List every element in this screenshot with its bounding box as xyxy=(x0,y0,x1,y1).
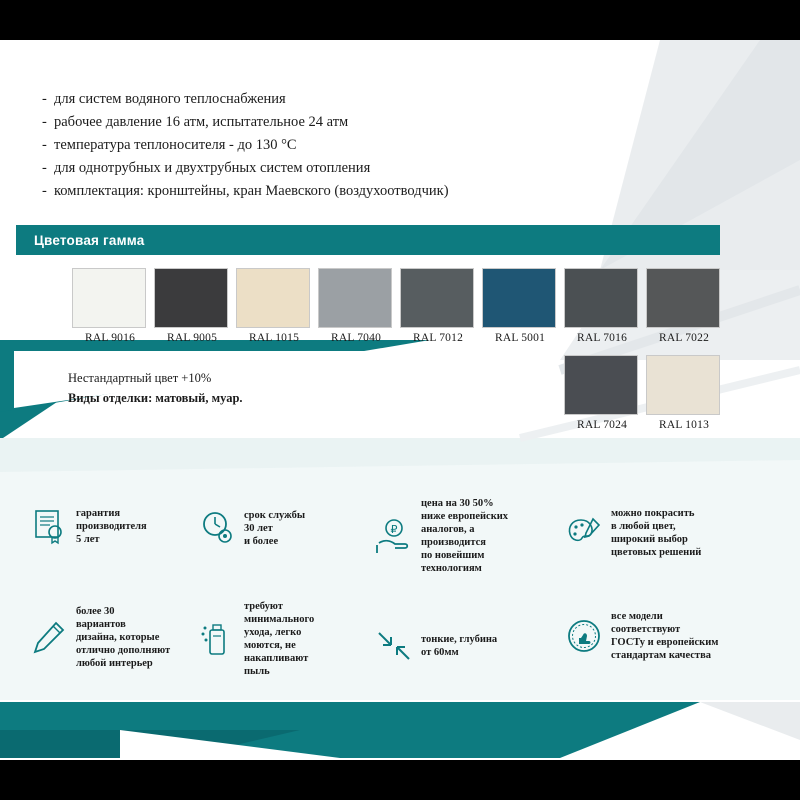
swatch-label: RAL 7012 xyxy=(412,332,464,344)
swatch-chip xyxy=(482,268,556,328)
swatch-label: RAL 1013 xyxy=(658,419,710,431)
feature-line: пыль xyxy=(244,666,270,677)
feature-depth-text xyxy=(421,633,497,659)
color-gamma-title: Цветовая гамма xyxy=(34,232,145,248)
feature-line: все модели xyxy=(611,611,663,622)
quality-thumb-icon xyxy=(563,615,605,657)
feature-line: стандартам качества xyxy=(611,650,711,661)
pencil-design-icon xyxy=(28,617,70,659)
feature-line: ухода, легко xyxy=(244,627,302,638)
swatch-chip xyxy=(646,268,720,328)
swatch-ral-1015 xyxy=(236,268,312,344)
feature-line: от 60мм xyxy=(421,647,459,658)
bullet-dash: - xyxy=(42,137,47,153)
note-nonstandard-color: Нестандартный цвет +10% xyxy=(68,371,212,385)
feature-depth xyxy=(373,625,497,667)
feature-design-text xyxy=(76,605,170,670)
spec-text: комплектация: кронштейны, кран Маевского (воздухоотводчик) xyxy=(54,183,449,199)
feature-quality xyxy=(563,610,718,662)
spec-item xyxy=(42,111,642,134)
feature-line: и более xyxy=(244,535,279,547)
feature-line: технологиям xyxy=(421,563,482,574)
swatch-ral-7024 xyxy=(564,355,640,431)
swatch-label: RAL 5001 xyxy=(494,332,546,344)
feature-quality-text xyxy=(611,610,718,662)
feature-line: минимального xyxy=(244,614,315,625)
spec-item xyxy=(42,134,642,157)
swatch-chip xyxy=(72,268,146,328)
feature-line: 30 лет xyxy=(244,522,273,534)
feature-maintenance-text xyxy=(244,600,314,678)
spec-item xyxy=(42,157,642,180)
swatch-ral-7040 xyxy=(318,268,394,344)
bullet-dash: - xyxy=(42,183,47,199)
swatch-label: RAL 7022 xyxy=(658,332,710,344)
spec-text: рабочее давление 16 атм, испытательное 24 атм xyxy=(54,114,349,130)
clock-gear-icon xyxy=(196,507,238,549)
arrows-depth-icon xyxy=(373,625,415,667)
feature-maintenance xyxy=(196,600,314,678)
feature-line: по новейшим xyxy=(421,550,485,561)
swatch-chip xyxy=(236,268,310,328)
bullet-dash: - xyxy=(42,114,47,130)
feature-line: соответствуют xyxy=(611,624,681,635)
feature-paint xyxy=(563,507,701,559)
feature-line: производителя xyxy=(76,520,147,532)
feature-line: любой интерьер xyxy=(76,658,153,669)
swatch-ral-7022 xyxy=(646,268,722,344)
color-gamma-banner xyxy=(16,225,720,255)
swatch-chip xyxy=(400,268,474,328)
feature-price-text xyxy=(421,497,508,575)
swatch-label: RAL 1015 xyxy=(248,332,300,344)
feature-line: ГОСТу и европейским xyxy=(611,637,719,648)
feature-warranty xyxy=(28,505,147,547)
feature-paint-text xyxy=(611,507,701,559)
feature-line: требуют xyxy=(244,601,283,612)
swatch-ral-5001 xyxy=(482,268,558,344)
swatch-label: RAL 7040 xyxy=(330,332,382,344)
spray-clean-icon xyxy=(196,618,238,660)
feature-line: накапливают xyxy=(244,653,309,664)
feature-line: дизайна, которые xyxy=(76,632,160,643)
feature-design xyxy=(28,605,170,670)
swatch-ral-9016 xyxy=(72,268,148,344)
swatch-chip xyxy=(564,355,638,415)
feature-line: тонкие, глубина xyxy=(421,634,498,645)
feature-service-life-text xyxy=(244,509,305,548)
svg-text:₽: ₽ xyxy=(390,524,398,536)
palette-brush-icon xyxy=(563,512,605,554)
swatch-ral-7016 xyxy=(564,268,640,344)
bullet-dash: - xyxy=(42,91,47,107)
feature-price xyxy=(373,497,508,575)
swatch-label: RAL 7016 xyxy=(576,332,628,344)
spec-item xyxy=(42,88,642,111)
spec-text: температура теплоносителя - до 130 °C xyxy=(54,137,297,153)
spec-text: для однотрубных и двухтрубных систем отопления xyxy=(54,160,371,176)
swatch-chip xyxy=(646,355,720,415)
feature-line: в любой цвет, xyxy=(611,521,676,532)
feature-line: моются, не xyxy=(244,640,296,651)
swatch-ral-9005 xyxy=(154,268,230,344)
feature-line: 5 лет xyxy=(76,533,100,545)
feature-line: ниже европейских xyxy=(421,511,509,522)
feature-line: гарантия xyxy=(76,507,121,519)
certificate-icon xyxy=(28,505,70,547)
swatch-label: RAL 9016 xyxy=(84,332,136,344)
feature-line: аналогов, а xyxy=(421,524,475,535)
bullet-dash: - xyxy=(42,160,47,176)
feature-line: более 30 xyxy=(76,606,115,617)
feature-line: широкий выбор xyxy=(611,534,688,545)
feature-line: можно покрасить xyxy=(611,508,695,519)
swatch-label: RAL 9005 xyxy=(166,332,218,344)
swatch-chip xyxy=(318,268,392,328)
note-finish-types: Виды отделки: матовый, муар. xyxy=(68,391,243,405)
swatch-ral-7012 xyxy=(400,268,476,344)
feature-line: отлично дополняют xyxy=(76,645,171,656)
feature-line: цветовых решений xyxy=(611,547,702,558)
poster-sheet xyxy=(0,40,800,760)
swatch-label: RAL 7024 xyxy=(576,419,628,431)
spec-text: для систем водяного теплоснабжения xyxy=(54,91,286,107)
feature-service-life xyxy=(196,507,305,549)
feature-line: цена на 30 50% xyxy=(421,498,494,509)
feature-line: производится xyxy=(421,537,486,548)
swatch-ral-1013 xyxy=(646,355,722,431)
color-notes xyxy=(68,369,243,407)
spec-item xyxy=(42,180,642,203)
hand-price-icon xyxy=(373,515,415,557)
swatch-chip xyxy=(564,268,638,328)
feature-warranty-text xyxy=(76,507,147,546)
feature-line: срок службы xyxy=(244,509,306,521)
spec-list xyxy=(42,88,642,203)
feature-line: вариантов xyxy=(76,619,126,630)
swatch-chip xyxy=(154,268,228,328)
